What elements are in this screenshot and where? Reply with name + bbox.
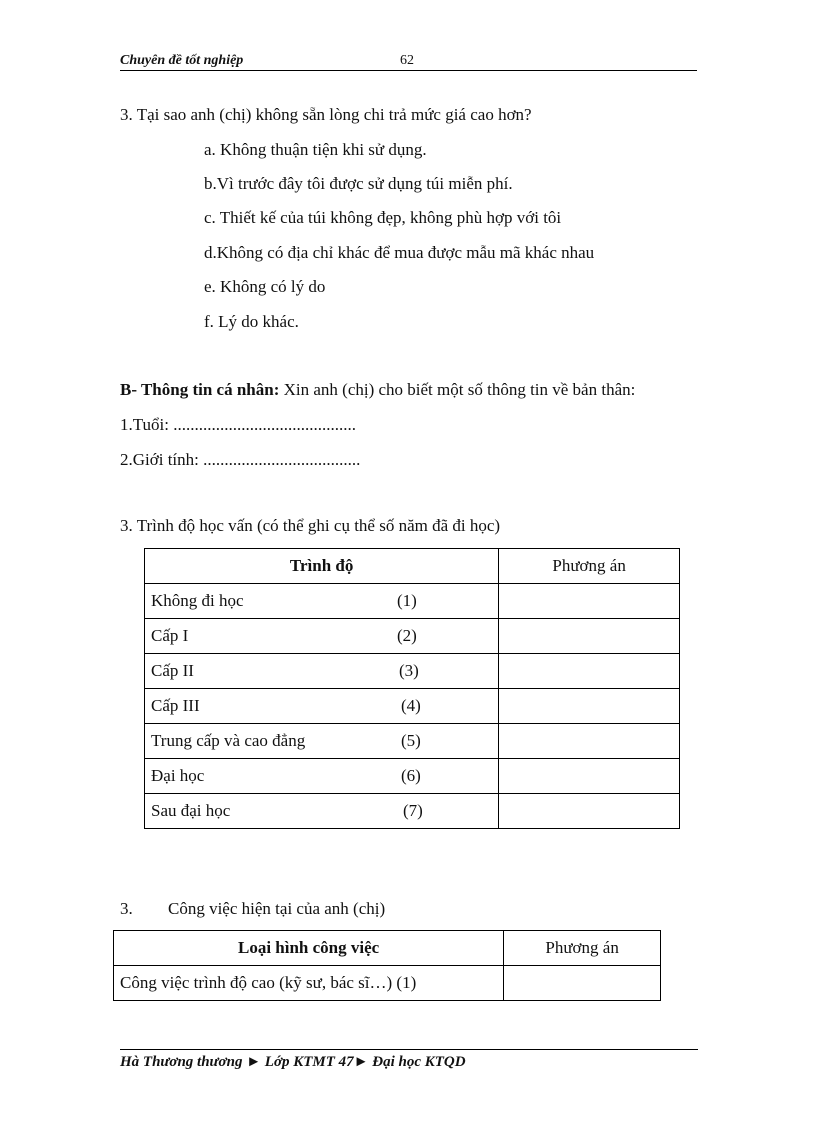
education-level-label: Sau đại học: [151, 801, 231, 820]
table-row: [145, 654, 680, 689]
education-answer-cell[interactable]: [499, 689, 680, 724]
education-level-code: (4): [401, 696, 421, 715]
occupation-type-label: Công việc trình độ cao (kỹ sư, bác sĩ…) (1): [114, 966, 504, 1001]
education-level-label: Không đi học: [151, 591, 244, 610]
gender-field: 2.Giới tính: .....................................: [120, 450, 361, 469]
table-row: [145, 794, 680, 829]
section-b-intro: Xin anh (chị) cho biết một số thông tin về bản thân:: [279, 380, 636, 399]
education-level-label: Cấp I: [151, 626, 189, 645]
question-prompt: 3. Tại sao anh (chị) không sẵn lòng chi trả mức giá cao hơn?: [120, 105, 532, 124]
option-c: c. Thiết kế của túi không đẹp, không phù hợp với tôi: [204, 208, 562, 227]
table-row: [145, 689, 680, 724]
education-level-code: (1): [397, 591, 417, 610]
education-col-level: Trình độ: [145, 549, 499, 584]
occupation-number: 3.: [120, 899, 133, 918]
age-field: 1.Tuổi: ...........................................: [120, 415, 356, 434]
education-level-code: (7): [403, 801, 423, 820]
occupation-answer-cell[interactable]: [504, 966, 661, 1001]
occupation-col-option: Phương án: [504, 931, 661, 966]
education-level-code: (5): [401, 731, 421, 750]
education-level-code: (2): [397, 626, 417, 645]
occupation-header-row: [114, 931, 661, 966]
education-level-label: Đại học: [151, 766, 205, 785]
education-level-code: (3): [399, 661, 419, 680]
footer-rule: [120, 1049, 698, 1050]
education-level-code: (6): [401, 766, 421, 785]
education-level-label: Trung cấp và cao đẳng: [151, 731, 306, 750]
occupation-table: [113, 930, 661, 1001]
education-level-label: Cấp III: [151, 696, 200, 715]
education-answer-cell[interactable]: [499, 619, 680, 654]
education-col-option: Phương án: [499, 549, 680, 584]
section-b-line: [120, 380, 635, 400]
education-answer-cell[interactable]: [499, 794, 680, 829]
education-header-row: [145, 549, 680, 584]
education-answer-cell[interactable]: [499, 654, 680, 689]
footer-text: Hà Thương thương ► Lớp KTMT 47► Đại học KTQD: [120, 1054, 466, 1070]
education-answer-cell[interactable]: [499, 584, 680, 619]
education-prompt: 3. Trình độ học vấn (có thể ghi cụ thể số năm đã đi học): [120, 516, 501, 535]
option-d: d.Không có địa chỉ khác để mua được mẫu mã khác nhau: [204, 243, 595, 262]
header-title: Chuyên đề tốt nghiệp: [120, 53, 244, 68]
option-a: a. Không thuận tiện khi sử dụng.: [204, 140, 427, 159]
education-level-label: Cấp II: [151, 661, 194, 680]
table-row: [114, 966, 661, 1001]
page-number: 62: [400, 53, 414, 68]
option-b: b.Vì trước đây tôi được sử dụng túi miễn phí.: [204, 174, 513, 193]
education-table: [144, 548, 680, 829]
education-answer-cell[interactable]: [499, 759, 680, 794]
option-f: f. Lý do khác.: [204, 312, 299, 331]
table-row: [145, 759, 680, 794]
section-b-heading: B- Thông tin cá nhân:: [120, 380, 280, 399]
occupation-col-type: Loại hình công việc: [114, 931, 504, 966]
table-row: [145, 619, 680, 654]
table-row: [145, 584, 680, 619]
education-answer-cell[interactable]: [499, 724, 680, 759]
table-row: [145, 724, 680, 759]
occupation-prompt: Công việc hiện tại của anh (chị): [168, 899, 386, 918]
option-e: e. Không có lý do: [204, 277, 326, 296]
header-rule: [120, 70, 697, 71]
